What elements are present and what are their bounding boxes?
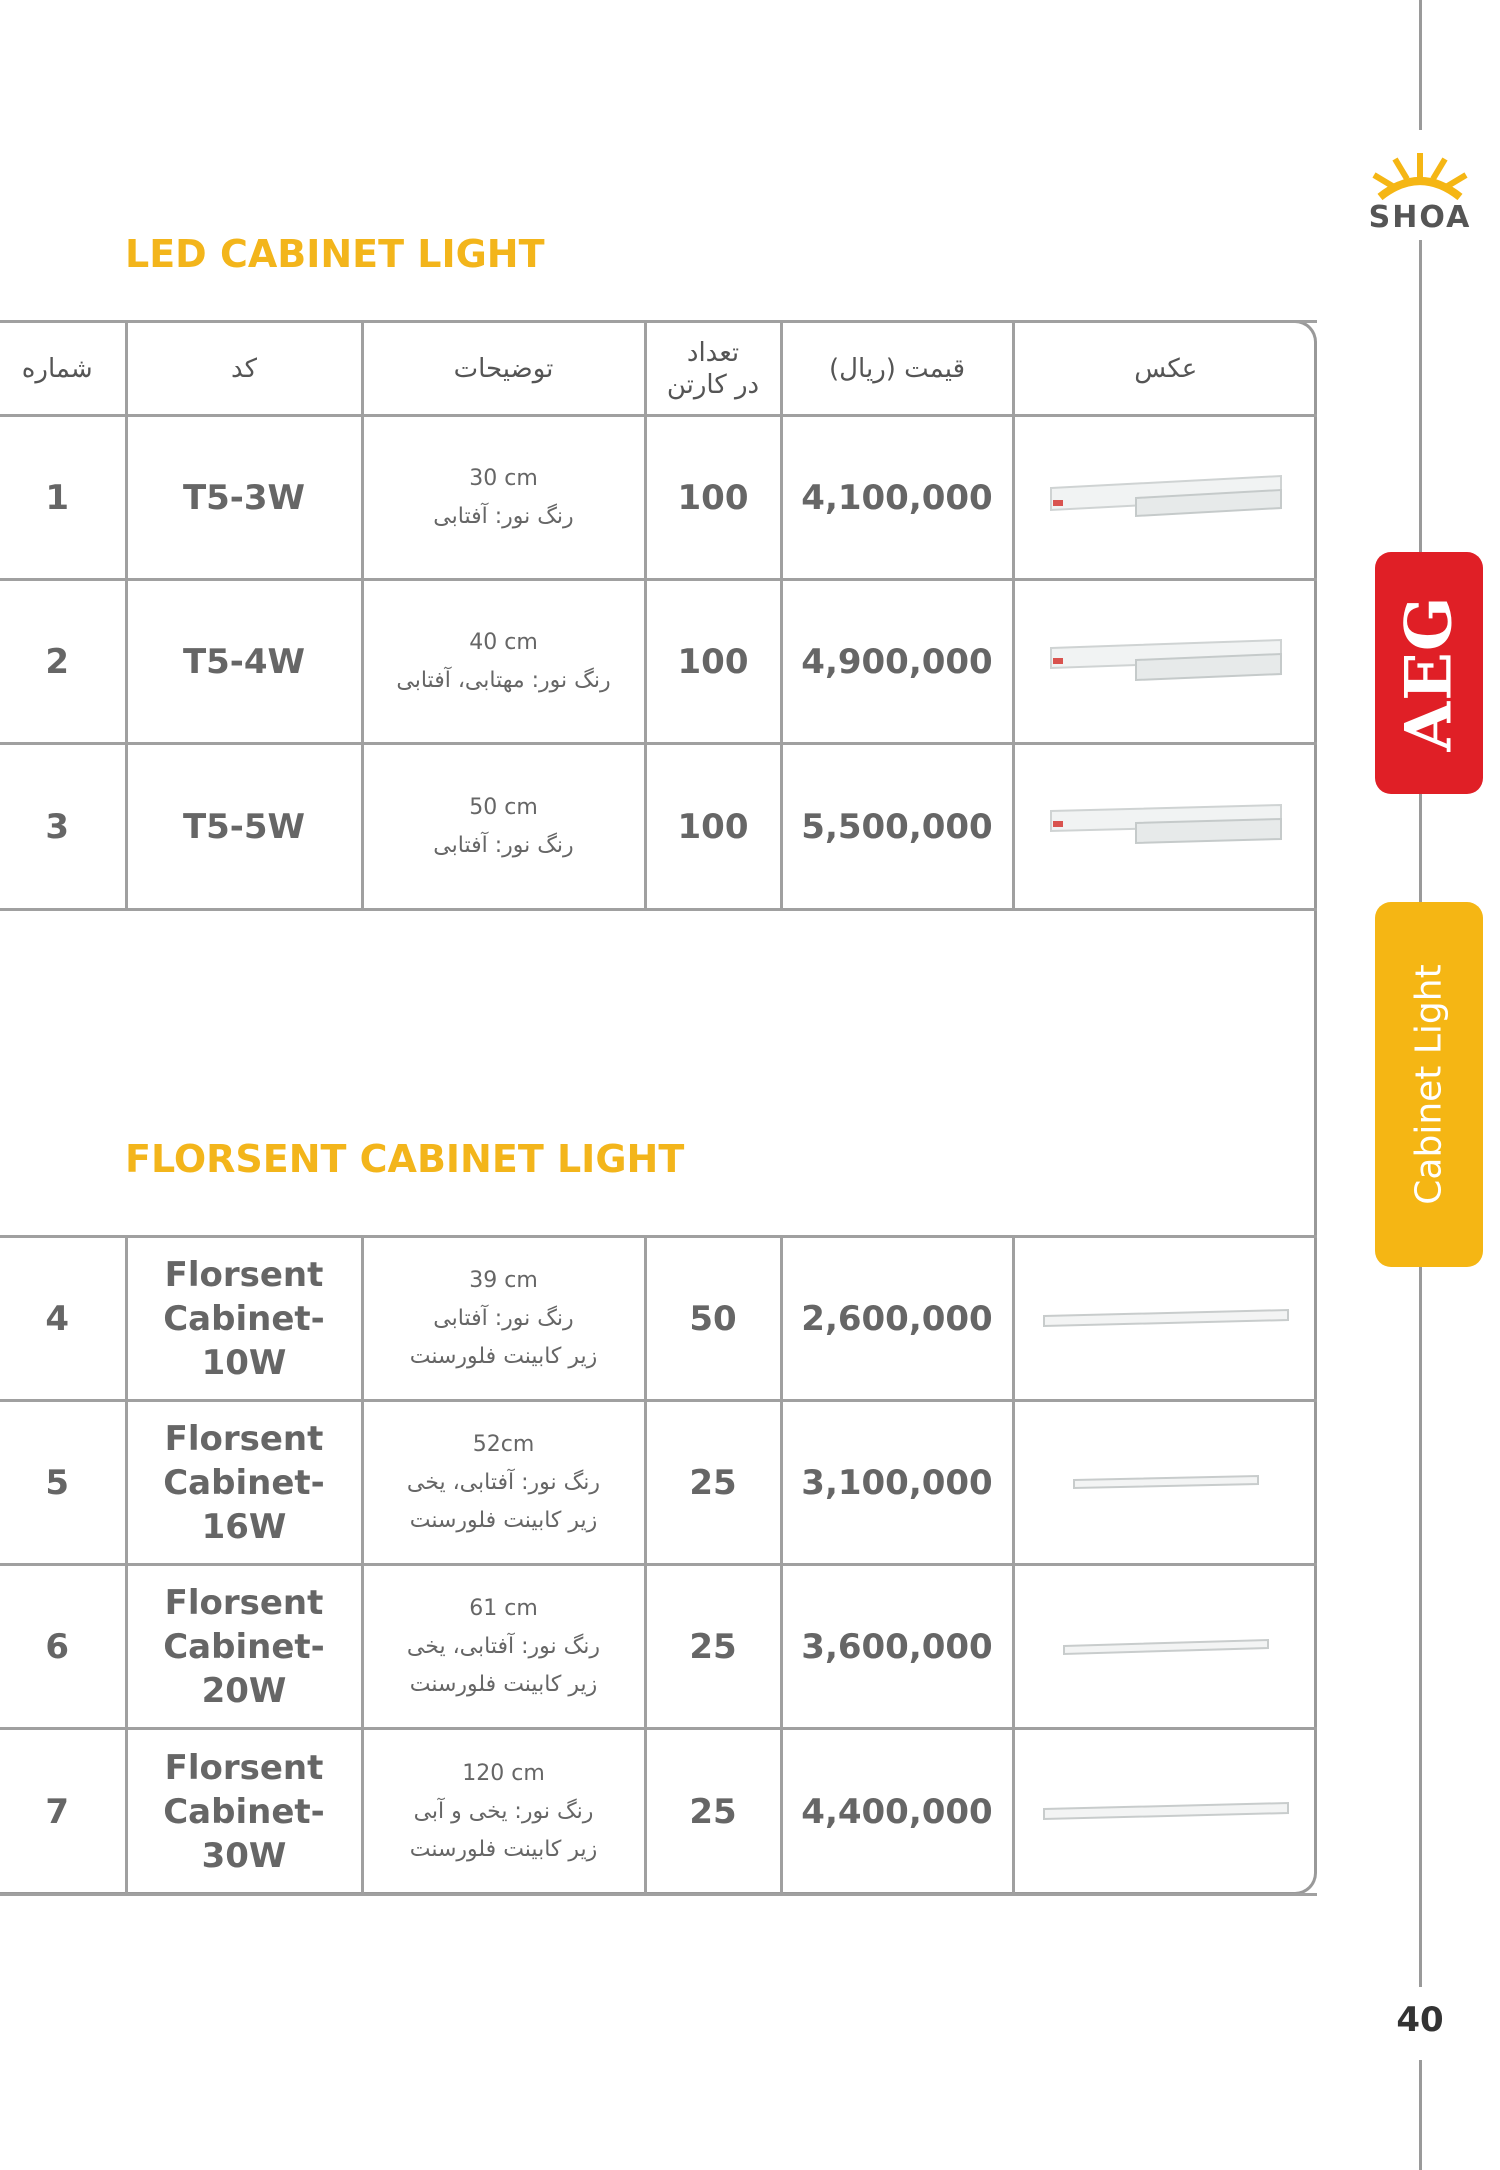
row-number: 4 (0, 1237, 126, 1401)
row-description (362, 1401, 645, 1565)
section-title-led: LED CABINET LIGHT (125, 232, 545, 276)
row-description (362, 580, 645, 744)
table-row (0, 1729, 1317, 1895)
brand-tab-aeg (1375, 552, 1483, 794)
desc-color: رنگ نور: یخی و آبی (413, 1798, 594, 1824)
brand-tab-label: AEG (1391, 594, 1467, 752)
row-description (362, 416, 645, 580)
row-code (126, 1237, 362, 1401)
led-tube-light-icon (1013, 416, 1317, 580)
fluorescent-tube-icon (1013, 1401, 1317, 1565)
divider-line-mid3 (1419, 1267, 1422, 1987)
row-qty: 25 (645, 1729, 781, 1895)
page-number: 40 (1390, 2000, 1450, 2040)
row-code: T5-5W (126, 744, 362, 910)
row-number: 5 (0, 1401, 126, 1565)
code-line2: Cabinet-16W (163, 1462, 325, 1547)
row-code: T5-4W (126, 580, 362, 744)
code-line2: Cabinet-20W (163, 1626, 325, 1711)
desc-color: رنگ نور: مهتابی، آفتابی (396, 667, 611, 693)
row-qty: 100 (645, 744, 781, 910)
code-line1: Florsent (164, 1418, 324, 1459)
table-header-row (0, 322, 1317, 416)
row-number: 3 (0, 744, 126, 910)
fluorescent-tube-icon (1013, 1237, 1317, 1401)
row-number: 2 (0, 580, 126, 744)
desc-size: 120 cm (462, 1760, 545, 1786)
desc-color: رنگ نور: آفتابی (433, 832, 574, 858)
led-table (0, 320, 1317, 911)
desc-size: 61 cm (469, 1595, 538, 1621)
row-price: 5,500,000 (781, 744, 1013, 910)
row-description (362, 1237, 645, 1401)
row-price: 2,600,000 (781, 1237, 1013, 1401)
table-row (0, 744, 1317, 910)
header-number: شماره (0, 322, 126, 416)
header-code: کد (126, 322, 362, 416)
led-tube-light-icon (1013, 744, 1317, 910)
code-line1: Florsent (164, 1254, 324, 1295)
desc-extra: زیر کابینت فلورسنت (409, 1836, 598, 1862)
row-qty: 25 (645, 1565, 781, 1729)
desc-size: 39 cm (469, 1267, 538, 1293)
divider-line-top (1419, 0, 1422, 130)
row-description (362, 744, 645, 910)
desc-color: رنگ نور: آفتابی، یخی (406, 1633, 601, 1659)
section-divider (0, 908, 1317, 911)
desc-size: 40 cm (469, 629, 538, 655)
header-qty (645, 322, 781, 416)
code-line1: Florsent (164, 1747, 324, 1788)
led-tube-light-icon (1013, 580, 1317, 744)
row-description (362, 1565, 645, 1729)
divider-line-bottom (1419, 2060, 1422, 2170)
category-tab (1375, 902, 1483, 1267)
row-price: 4,100,000 (781, 416, 1013, 580)
category-tab-label: Cabinet Light (1408, 964, 1450, 1205)
row-code (126, 1565, 362, 1729)
fluorescent-tube-icon (1013, 1729, 1317, 1895)
row-code: T5-3W (126, 416, 362, 580)
row-price: 4,400,000 (781, 1729, 1013, 1895)
desc-extra: زیر کابینت فلورسنت (409, 1671, 598, 1697)
desc-extra: زیر کابینت فلورسنت (409, 1343, 598, 1369)
desc-size: 30 cm (469, 465, 538, 491)
divider-line-mid1 (1419, 240, 1422, 552)
row-code (126, 1401, 362, 1565)
table-row (0, 1237, 1317, 1401)
row-code (126, 1729, 362, 1895)
table-row (0, 1565, 1317, 1729)
divider-line-mid2 (1419, 794, 1422, 902)
row-price: 3,100,000 (781, 1401, 1013, 1565)
row-qty: 50 (645, 1237, 781, 1401)
desc-color: رنگ نور: آفتابی، یخی (406, 1469, 601, 1495)
row-qty: 100 (645, 416, 781, 580)
code-line2: Cabinet-30W (163, 1791, 325, 1876)
row-number: 6 (0, 1565, 126, 1729)
header-description: توضیحات (362, 322, 645, 416)
table-row (0, 416, 1317, 580)
section-title-florsent: FLORSENT CABINET LIGHT (125, 1137, 685, 1181)
row-description (362, 1729, 645, 1895)
row-number: 7 (0, 1729, 126, 1895)
florsent-table (0, 1235, 1317, 1896)
desc-size: 50 cm (469, 794, 538, 820)
desc-color: رنگ نور: آفتابی (433, 1305, 574, 1331)
header-qty-line2: در کارتن (666, 369, 760, 400)
header-qty-line1: تعداد (686, 337, 740, 368)
desc-size: 52cm (472, 1431, 535, 1457)
header-photo: عکس (1013, 322, 1317, 416)
row-price: 4,900,000 (781, 580, 1013, 744)
fluorescent-tube-icon (1013, 1565, 1317, 1729)
desc-extra: زیر کابینت فلورسنت (409, 1507, 598, 1533)
table-row (0, 1401, 1317, 1565)
row-qty: 25 (645, 1401, 781, 1565)
row-price: 3,600,000 (781, 1565, 1013, 1729)
table-row (0, 580, 1317, 744)
row-number: 1 (0, 416, 126, 580)
header-price: قیمت (ریال) (781, 322, 1013, 416)
desc-color: رنگ نور: آفتابی (433, 503, 574, 529)
code-line1: Florsent (164, 1582, 324, 1623)
brand-logo-text: SHOA (1368, 200, 1472, 235)
row-qty: 100 (645, 580, 781, 744)
code-line2: Cabinet-10W (163, 1298, 325, 1383)
